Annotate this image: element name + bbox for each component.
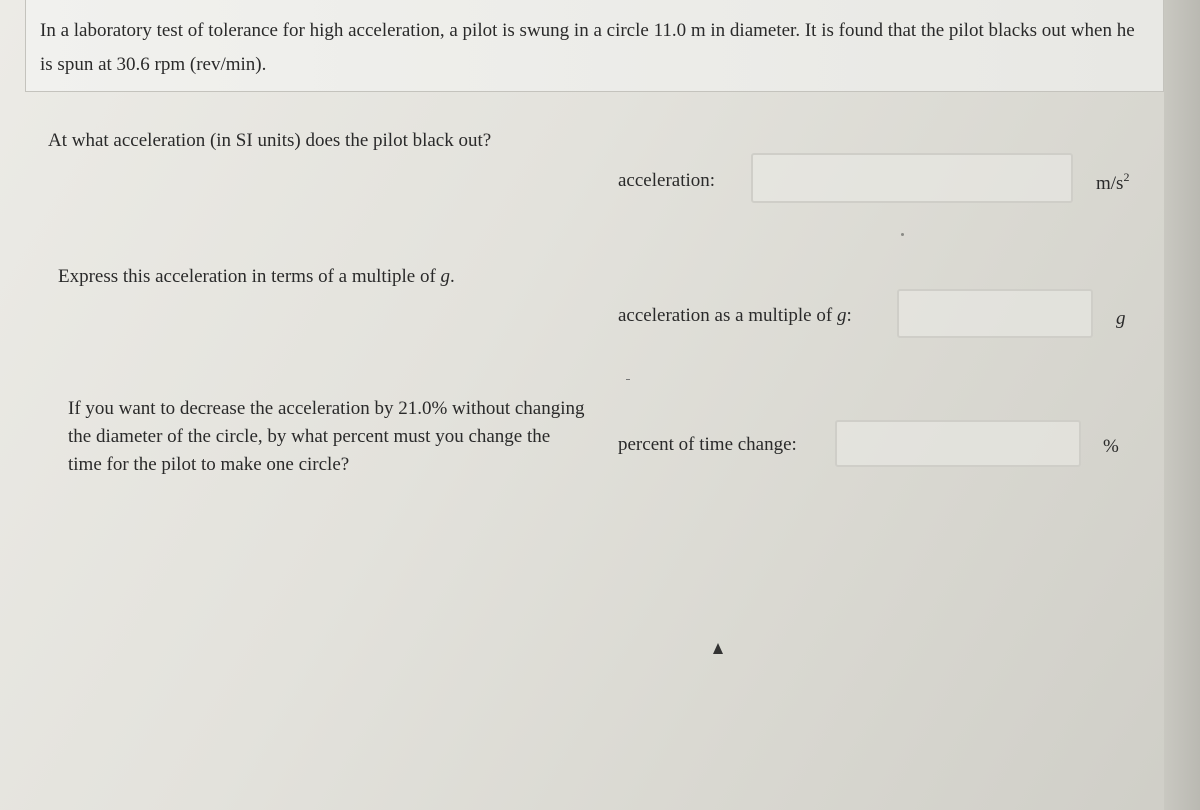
question-2-prompt: Express this acceleration in terms of a multiple of g. (58, 266, 455, 287)
acceleration-unit-exponent: 2 (1123, 170, 1130, 184)
acceleration-unit-base: m/s (1096, 173, 1124, 194)
acceleration-label: acceleration: (618, 170, 716, 191)
percent-time-change-label: percent of time change: (618, 434, 797, 455)
problem-statement-box (25, 0, 1164, 92)
question-3-prompt: If you want to decrease the acceleration by 21.0% without changing the diameter of the circle, by what percent must you change the time for the pilot to make one circle? (68, 398, 585, 475)
acceleration-input[interactable] (751, 153, 1073, 203)
problem-statement: In a laboratory test of tolerance for high acceleration, a pilot is swung in a circle 11.0 m in diameter. It is found that the pilot blacks out when he is spun at 30.6 rpm (rev/min). (40, 20, 1135, 75)
acceleration-unit (1096, 170, 1129, 195)
page-edge-shadow (1164, 0, 1200, 810)
multiple-of-g-input[interactable] (897, 289, 1093, 338)
speck-mark (901, 233, 904, 236)
multiple-of-g-label: acceleration as a multiple of g: (618, 305, 852, 326)
speck-dash (626, 379, 630, 380)
mouse-cursor-icon (713, 643, 723, 654)
question-1-prompt: At what acceleration (in SI units) does the pilot black out? (48, 130, 492, 151)
percent-time-change-unit: % (1103, 436, 1119, 457)
multiple-of-g-unit: g (1116, 308, 1126, 329)
percent-time-change-input[interactable] (835, 420, 1081, 467)
